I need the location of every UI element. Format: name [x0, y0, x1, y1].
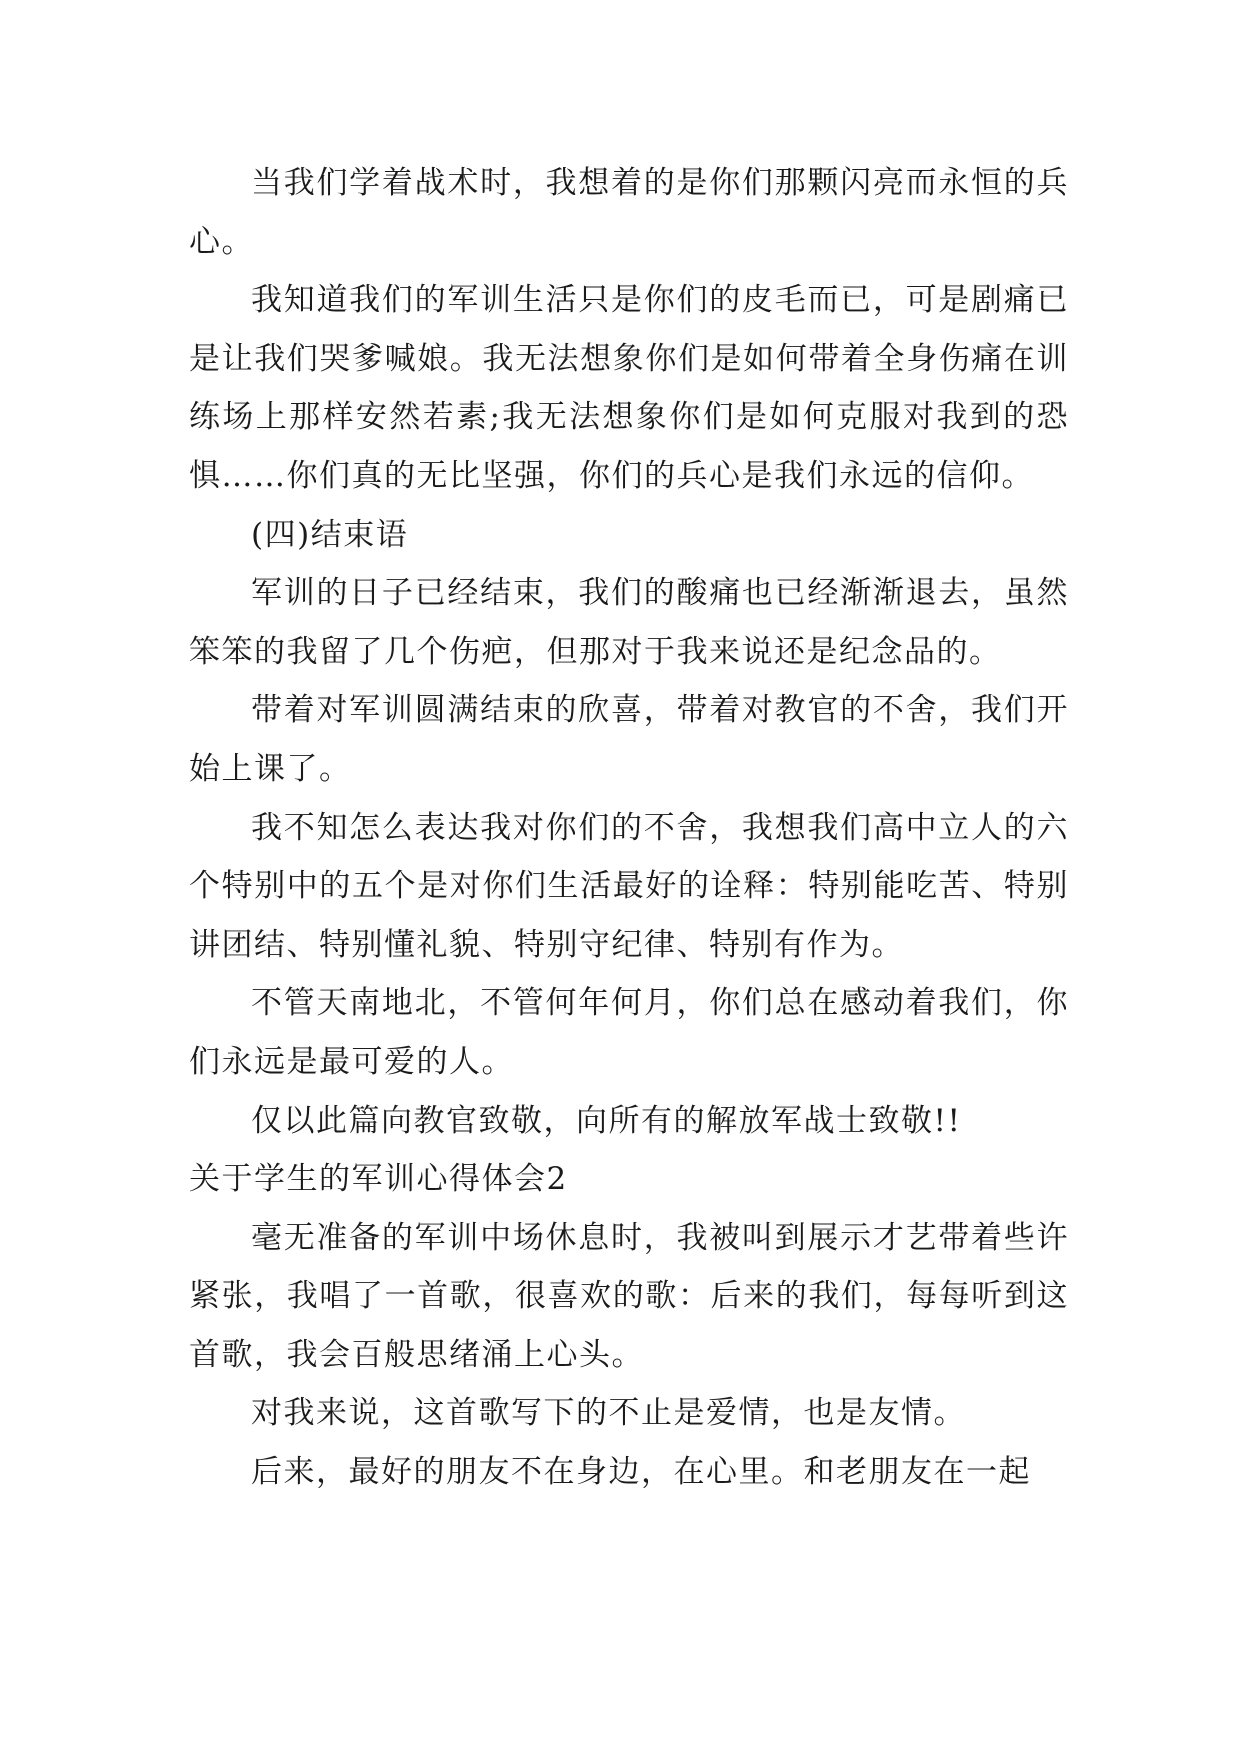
- paragraph: 当我们学着战术时，我想着的是你们那颗闪亮而永恒的兵心。: [189, 165, 1069, 260]
- paragraph: 毫无准备的军训中场休息时，我被叫到展示才艺带着些许紧张，我唱了一首歌，很喜欢的歌：后来的我们，每每听到这首歌，我会百般思绪涌上心头。: [189, 1219, 1069, 1373]
- paragraph: 仅以此篇向教官致敬，向所有的解放军战士致敬!!: [251, 1102, 962, 1139]
- paragraph: 带着对军训圆满结束的欣喜，带着对教官的不舍，我们开始上课了。: [189, 692, 1069, 787]
- document-body: [189, 154, 1069, 1502]
- paragraph: 我不知怎么表达我对你们的不舍，我想我们高中立人的六个特别中的五个是对你们生活最好的诠释：特别能吃苦、特别讲团结、特别懂礼貌、特别守纪律、特别有作为。: [189, 809, 1069, 963]
- paragraph: 后来，最好的朋友不在身边，在心里。和老朋友在一起: [251, 1454, 1031, 1491]
- section-title: 关于学生的军训心得体会2: [189, 1161, 568, 1198]
- paragraph: (四)结束语: [251, 516, 409, 553]
- paragraph: 不管天南地北，不管何年何月，你们总在感动着我们，你们永远是最可爱的人。: [189, 985, 1069, 1080]
- paragraph: 我知道我们的军训生活只是你们的皮毛而已，可是剧痛已是让我们哭爹喊娘。我无法想象你们是如何带着全身伤痛在训练场上那样安然若素;我无法想象你们是如何克服对我到的恐惧……你们真的无比坚强，你们的兵心是我们永远的信仰。: [189, 282, 1069, 494]
- paragraph: 对我来说，这首歌写下的不止是爱情，也是友情。: [251, 1395, 966, 1432]
- paragraph: 军训的日子已经结束，我们的酸痛也已经渐渐退去，虽然笨笨的我留了几个伤疤，但那对于我来说还是纪念品的。: [189, 575, 1069, 670]
